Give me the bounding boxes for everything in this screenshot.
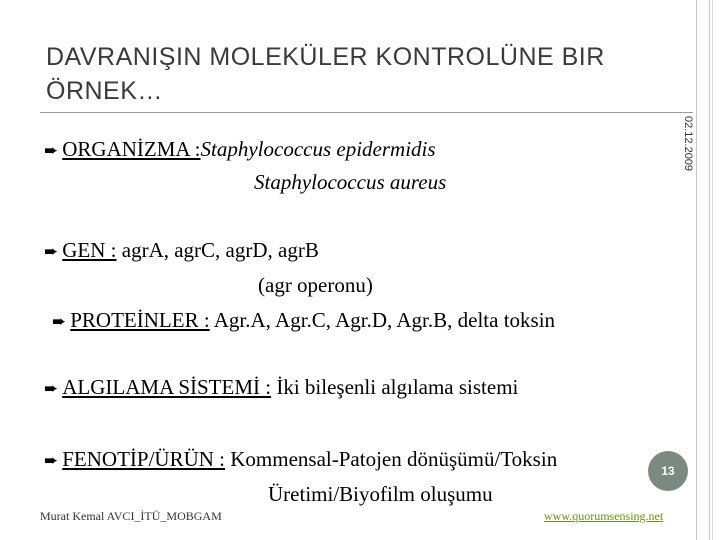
item-fenotip-urun bbox=[44, 446, 557, 474]
arrow-right-icon: ➨ bbox=[44, 141, 59, 160]
footer-author: Murat Kemal AVCI_İTÜ_MOBGAM bbox=[40, 509, 222, 523]
title-line-2: ÖRNEK… bbox=[46, 77, 163, 105]
slide-date: 02.12.2009 bbox=[682, 116, 694, 172]
item-label: PROTEİNLER : bbox=[70, 308, 210, 332]
decorative-border-inner bbox=[712, 0, 716, 540]
item-gen bbox=[44, 237, 319, 265]
arrow-right-icon: ➨ bbox=[44, 242, 59, 261]
item-value: Staphylococcus epidermidis bbox=[200, 137, 436, 161]
page-number-badge: 13 bbox=[648, 451, 688, 491]
arrow-right-icon: ➨ bbox=[52, 312, 67, 331]
item-label: ALGILAMA SİSTEMİ : bbox=[62, 375, 272, 399]
arrow-right-icon: ➨ bbox=[44, 451, 59, 470]
title-line-1: DAVRANIŞIN MOLEKÜLER KONTROLÜNE BIR bbox=[46, 43, 605, 71]
item-value: İki bileşenli algılama sistemi bbox=[276, 375, 519, 399]
item-value: Agr.A, Agr.C, Agr.D, Agr.B, delta toksin bbox=[213, 308, 556, 332]
slide-title bbox=[46, 40, 605, 108]
item-organizma-value2: Staphylococcus aureus bbox=[254, 170, 447, 194]
item-label: FENOTİP/ÜRÜN : bbox=[62, 447, 226, 471]
decorative-border bbox=[696, 0, 710, 540]
item-organizma bbox=[44, 136, 436, 164]
item-value: agrA, agrC, agrD, agrB bbox=[121, 238, 319, 262]
item-gen-value2: (agr operonu) bbox=[258, 273, 373, 297]
item-value: Kommensal-Patojen dönüşümü/Toksin bbox=[230, 447, 558, 471]
item-algilama-sistemi bbox=[44, 374, 518, 402]
item-label: GEN : bbox=[62, 238, 117, 262]
item-proteinler bbox=[52, 307, 555, 335]
footer-link[interactable]: www.quorumsensing.net bbox=[544, 509, 664, 523]
arrow-right-icon: ➨ bbox=[44, 379, 59, 398]
item-fenotip-urun-value2: Üretimi/Biyofilm oluşumu bbox=[268, 482, 493, 506]
title-divider bbox=[40, 112, 693, 113]
item-label: ORGANİZMA : bbox=[62, 137, 201, 161]
